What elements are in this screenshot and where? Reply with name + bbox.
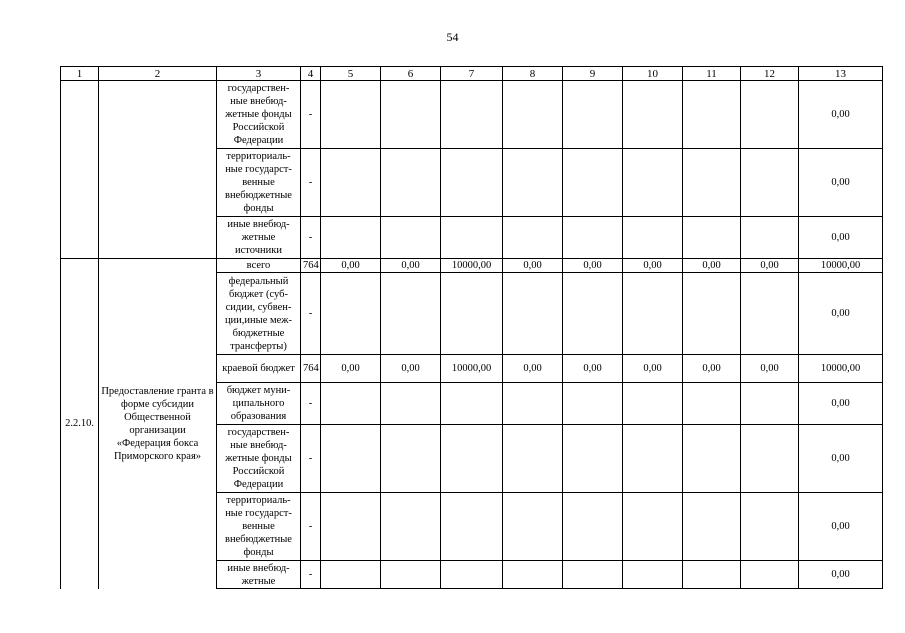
value-cell: 10000,00 <box>441 259 503 273</box>
table-row <box>61 259 883 273</box>
column-number: 3 <box>217 67 301 81</box>
funding-source: бюджет муни-ципального образования <box>217 383 301 425</box>
funding-source: краевой бюджет <box>217 355 301 383</box>
code-cell: 764 <box>301 259 321 273</box>
code-cell: - <box>301 561 321 589</box>
value-cell: 0,00 <box>623 355 683 383</box>
column-number: 2 <box>99 67 217 81</box>
column-number: 11 <box>683 67 741 81</box>
code-cell: - <box>301 493 321 561</box>
total-cell: 0,00 <box>799 493 883 561</box>
page-number: 54 <box>446 30 459 44</box>
code-cell: - <box>301 217 321 259</box>
value-cell: 0,00 <box>321 355 381 383</box>
funding-source: государствен-ные внебюд-жетные фонды Российской Федерации <box>217 425 301 493</box>
code-cell: - <box>301 81 321 149</box>
value-cell: 0,00 <box>683 355 741 383</box>
column-number: 6 <box>381 67 441 81</box>
total-cell: 0,00 <box>799 383 883 425</box>
column-number: 1 <box>61 67 99 81</box>
column-number: 9 <box>563 67 623 81</box>
column-number: 8 <box>503 67 563 81</box>
budget-table <box>60 66 883 589</box>
value-cell: 0,00 <box>741 355 799 383</box>
table-row <box>61 81 883 149</box>
column-number: 10 <box>623 67 683 81</box>
code-cell: - <box>301 149 321 217</box>
value-cell: 0,00 <box>563 259 623 273</box>
value-cell: 0,00 <box>683 259 741 273</box>
section-name: Предоставление гранта в форме субсидии Общественной организации «Федерация бокса Приморского края» <box>99 259 217 589</box>
total-cell: 10000,00 <box>799 259 883 273</box>
row-number-empty <box>61 81 99 259</box>
total-cell: 10000,00 <box>799 355 883 383</box>
code-cell: - <box>301 425 321 493</box>
value-cell: 0,00 <box>741 259 799 273</box>
total-cell: 0,00 <box>799 273 883 355</box>
value-cell: 10000,00 <box>441 355 503 383</box>
code-cell: - <box>301 273 321 355</box>
value-cell: 0,00 <box>381 259 441 273</box>
funding-source: территориаль-ные государст-венные внебюджетные фонды <box>217 493 301 561</box>
total-cell: 0,00 <box>799 149 883 217</box>
section-number: 2.2.10. <box>61 259 99 589</box>
funding-source: иные внебюд-жетные источники <box>217 217 301 259</box>
code-cell: 764 <box>301 355 321 383</box>
value-cell: 0,00 <box>381 355 441 383</box>
value-cell: 0,00 <box>321 259 381 273</box>
value-cell: 0,00 <box>503 259 563 273</box>
column-number: 7 <box>441 67 503 81</box>
funding-source: федеральный бюджет (суб-сидии, субвен-ции,иные меж-бюджетные трансферты) <box>217 273 301 355</box>
funding-source: всего <box>217 259 301 273</box>
column-number-row <box>61 67 883 81</box>
row-name-empty <box>99 81 217 259</box>
total-cell: 0,00 <box>799 217 883 259</box>
value-cell: 0,00 <box>563 355 623 383</box>
total-cell: 0,00 <box>799 81 883 149</box>
column-number: 5 <box>321 67 381 81</box>
code-cell: - <box>301 383 321 425</box>
value-cell: 0,00 <box>623 259 683 273</box>
total-cell: 0,00 <box>799 561 883 589</box>
funding-source: территориаль-ные государст-венные внебюджетные фонды <box>217 149 301 217</box>
funding-source: государствен-ные внебюд-жетные фонды Российской Федерации <box>217 81 301 149</box>
value-cell: 0,00 <box>503 355 563 383</box>
total-cell: 0,00 <box>799 425 883 493</box>
funding-source: иные внебюд-жетные <box>217 561 301 589</box>
column-number: 12 <box>741 67 799 81</box>
column-number: 13 <box>799 67 883 81</box>
column-number: 4 <box>301 67 321 81</box>
